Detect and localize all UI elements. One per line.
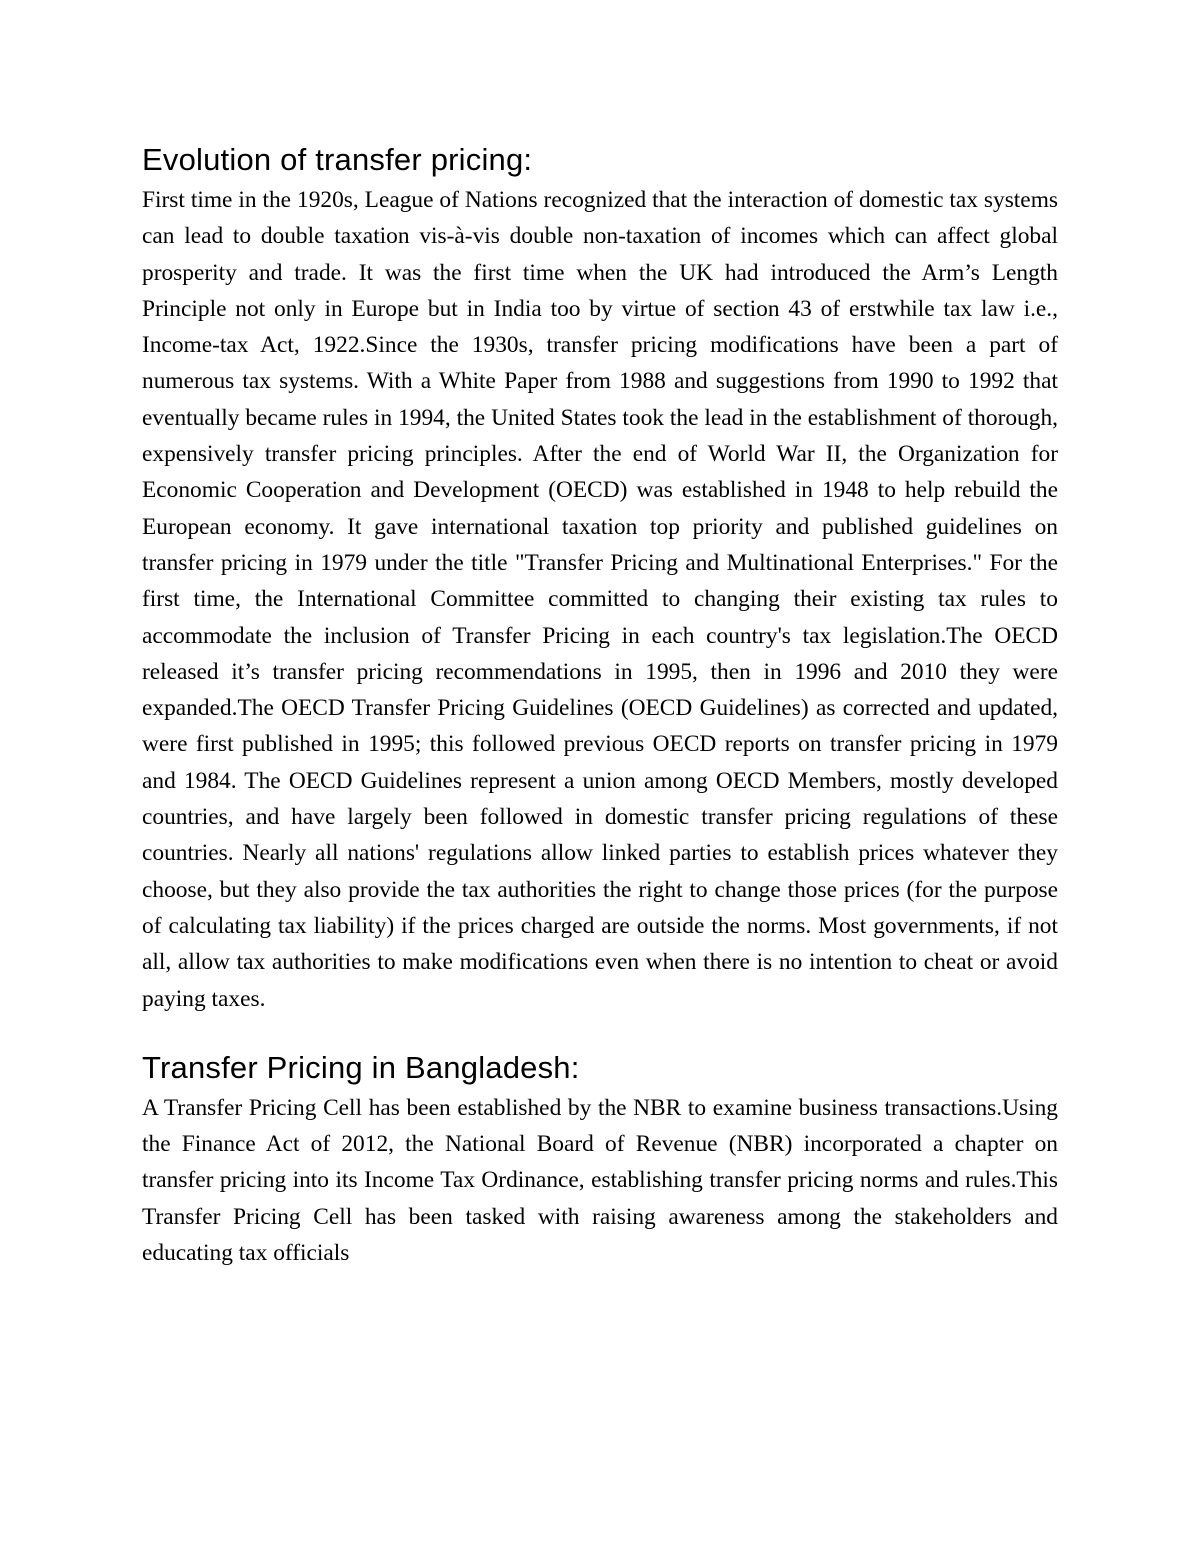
section-paragraph: A Transfer Pricing Cell has been established by the NBR to examine business transactions.Using the Finance Act of 2012, the National Board of Revenue (NBR) incorporated a chapter on transfer pricing into its Income Tax Ordinance, establishing transfer pricing norms and rules.This Transfer Pricing Cell has been tasked with raising awareness among the stakeholders and educating tax officials (142, 1094, 1058, 1267)
section-heading: Evolution of transfer pricing: (142, 142, 533, 177)
section-bangladesh (142, 1046, 1058, 1271)
document-page (142, 138, 1058, 1271)
section-divider-space (142, 1017, 1058, 1046)
section-paragraph: First time in the 1920s, League of Nations recognized that the interaction of domestic tax systems can lead to double taxation vis-à-vis double non-taxation of incomes which can affect global prosperity and trade. It was the first time when the UK had introduced the Arm’s Length Principle not only in Europe but in India too by virtue of section 43 of erstwhile tax law i.e., Income-tax Act, 1922.Since the 1930s, transfer pricing modifications have been a part of numerous tax systems. With a White Paper from 1988 and suggestions from 1990 to 1992 that eventually became rules in 1994, the United States took the lead in the establishment of thorough, expensively transfer pricing principles. After the end of World War II, the Organization for Economic Cooperation and Development (OECD) was established in 1948 to help rebuild the European economy. It gave international taxation top priority and published guidelines on transfer pricing in 1979 under the title "Transfer Pricing and Multinational Enterprises." For the first time, the International Committee committed to changing their existing tax rules to accommodate the inclusion of Transfer Pricing in each country's tax legislation.The OECD released it’s transfer pricing recommendations in 1995, then in 1996 and 2010 they were expanded.The OECD Transfer Pricing Guidelines (OECD Guidelines) as corrected and updated, were first published in 1995; this followed previous OECD reports on transfer pricing in 1979 and 1984. The OECD Guidelines represent a union among OECD Members, mostly developed countries, and have largely been followed in domestic transfer pricing regulations of these countries. Nearly all nations' regulations allow linked parties to establish prices whatever they choose, but they also provide the tax authorities the right to change those prices (for the purpose of calculating tax liability) if the prices charged are outside the norms. Most governments, if not all, allow tax authorities to make modifications even when there is no intention to cheat or avoid paying taxes. (142, 187, 1058, 1012)
section-heading: Transfer Pricing in Bangladesh: (142, 1049, 580, 1085)
section-evolution (142, 138, 1058, 1017)
